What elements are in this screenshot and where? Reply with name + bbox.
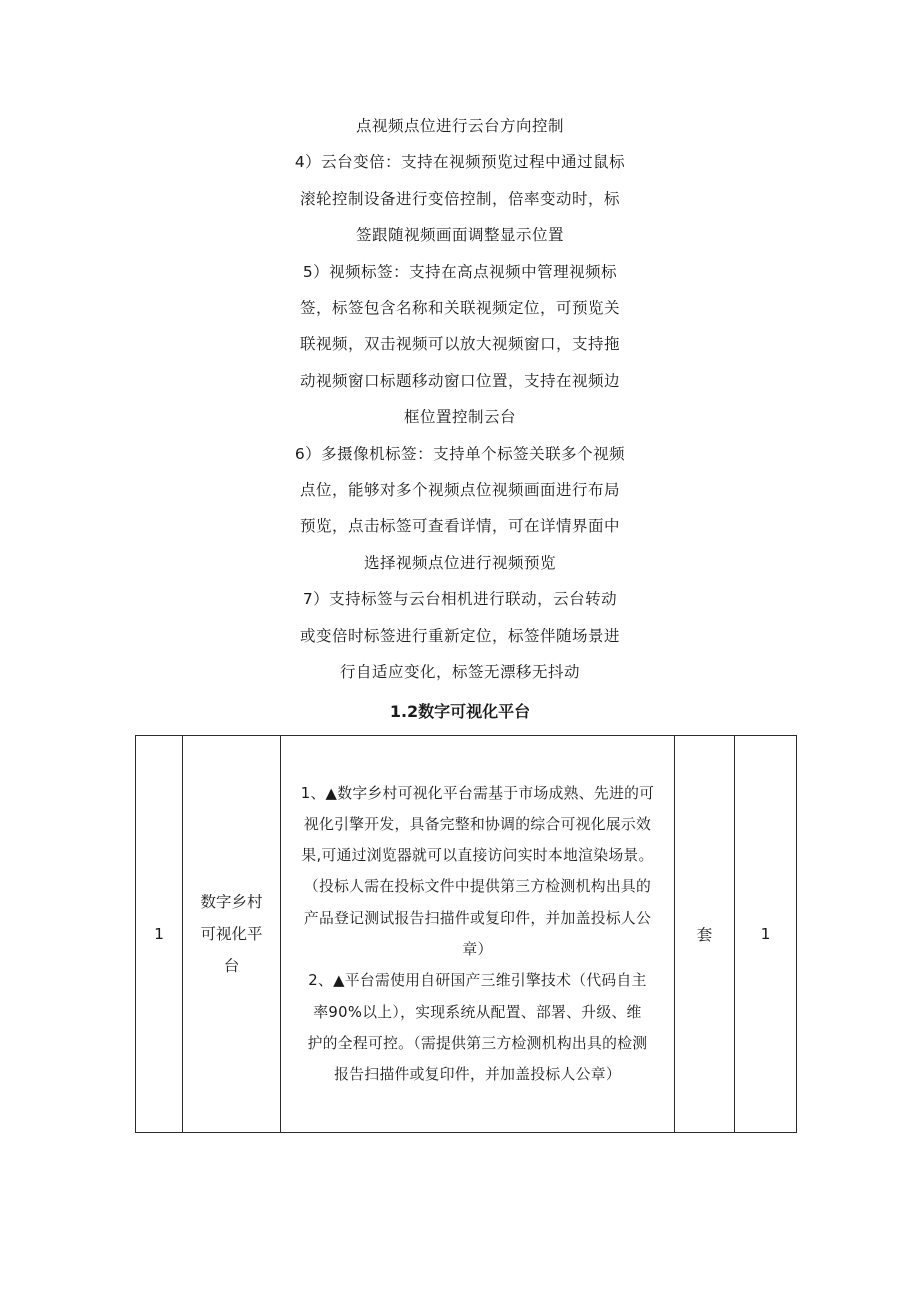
paragraph-line: 或变倍时标签进行重新定位，标签伴随场景进	[299, 626, 620, 645]
paragraph-line: 预览，点击标签可查看详情，可在详情界面中	[299, 517, 620, 536]
paragraph-line: 点视频点位进行云台方向控制	[355, 117, 564, 135]
description-line: 2、▲平台需使用自研国产三维引擎技术（代码自主	[308, 972, 647, 990]
cell-quantity: 1	[735, 736, 797, 1133]
description-line: 率90%以上），实现系统从配置、部署、升级、维	[313, 1003, 642, 1021]
paragraph-line: 行自适应变化，标签无漂移无抖动	[339, 663, 580, 682]
paragraph-line: 签跟随视频画面调整显示位置	[355, 226, 564, 245]
paragraph-line: 点位，能够对多个视频点位视频画面进行布局	[299, 481, 620, 500]
paragraph-line: 框位置控制云台	[403, 408, 516, 427]
cell-unit: 套	[675, 736, 735, 1133]
cell-item-name	[183, 736, 281, 1133]
description-line: 视化引擎开发，具备完整和协调的综合可视化展示效	[303, 815, 652, 833]
paragraph-line: 7）支持标签与云台相机进行联动，云台转动	[302, 590, 618, 609]
paragraph-line: 选择视频点位进行视频预览	[363, 553, 556, 572]
feature-paragraphs	[270, 108, 650, 691]
description-line: 1、▲数字乡村可视化平台需基于市场成熟、先进的可	[300, 784, 655, 802]
cell-item-number: 1	[136, 736, 183, 1133]
item-name-line: 可视化平	[200, 925, 263, 943]
spec-table	[135, 735, 797, 1133]
item-name-line: 台	[223, 957, 240, 975]
description-line: （投标人需在投标文件中提供第三方检测机构出具的	[303, 878, 652, 896]
paragraph-line: 4）云台变倍：支持在视频预览过程中通过鼠标	[294, 153, 626, 172]
paragraph-line: 动视频窗口标题移动窗口位置，支持在视频边	[299, 371, 620, 390]
description-line: 章）	[462, 941, 493, 958]
cell-item-description	[281, 736, 675, 1133]
item-name-line: 数字乡村	[200, 893, 263, 911]
table-row	[136, 736, 797, 1133]
paragraph-line: 签，标签包含名称和关联视频定位，可预览关	[299, 299, 620, 318]
paragraph-line: 5）视频标签：支持在高点视频中管理视频标	[302, 262, 618, 281]
description-line: 报告扫描件或复印件，并加盖投标人公章）	[334, 1066, 621, 1084]
description-line: 护的全程可控。（需提供第三方检测机构出具的检测	[307, 1034, 648, 1052]
section-title: 1.2数字可视化平台	[389, 702, 531, 721]
paragraph-line: 6）多摄像机标签：支持单个标签关联多个视频	[294, 444, 626, 463]
paragraph-line: 滚轮控制设备进行变倍控制，倍率变动时，标	[299, 189, 620, 208]
description-line: 果,可通过浏览器就可以直接访问实时本地渲染场景。	[301, 847, 654, 865]
paragraph-line: 联视频，双击视频可以放大视频窗口，支持拖	[299, 335, 620, 354]
description-line: 产品登记测试报告扫描件或复印件，并加盖投标人公	[303, 909, 652, 927]
